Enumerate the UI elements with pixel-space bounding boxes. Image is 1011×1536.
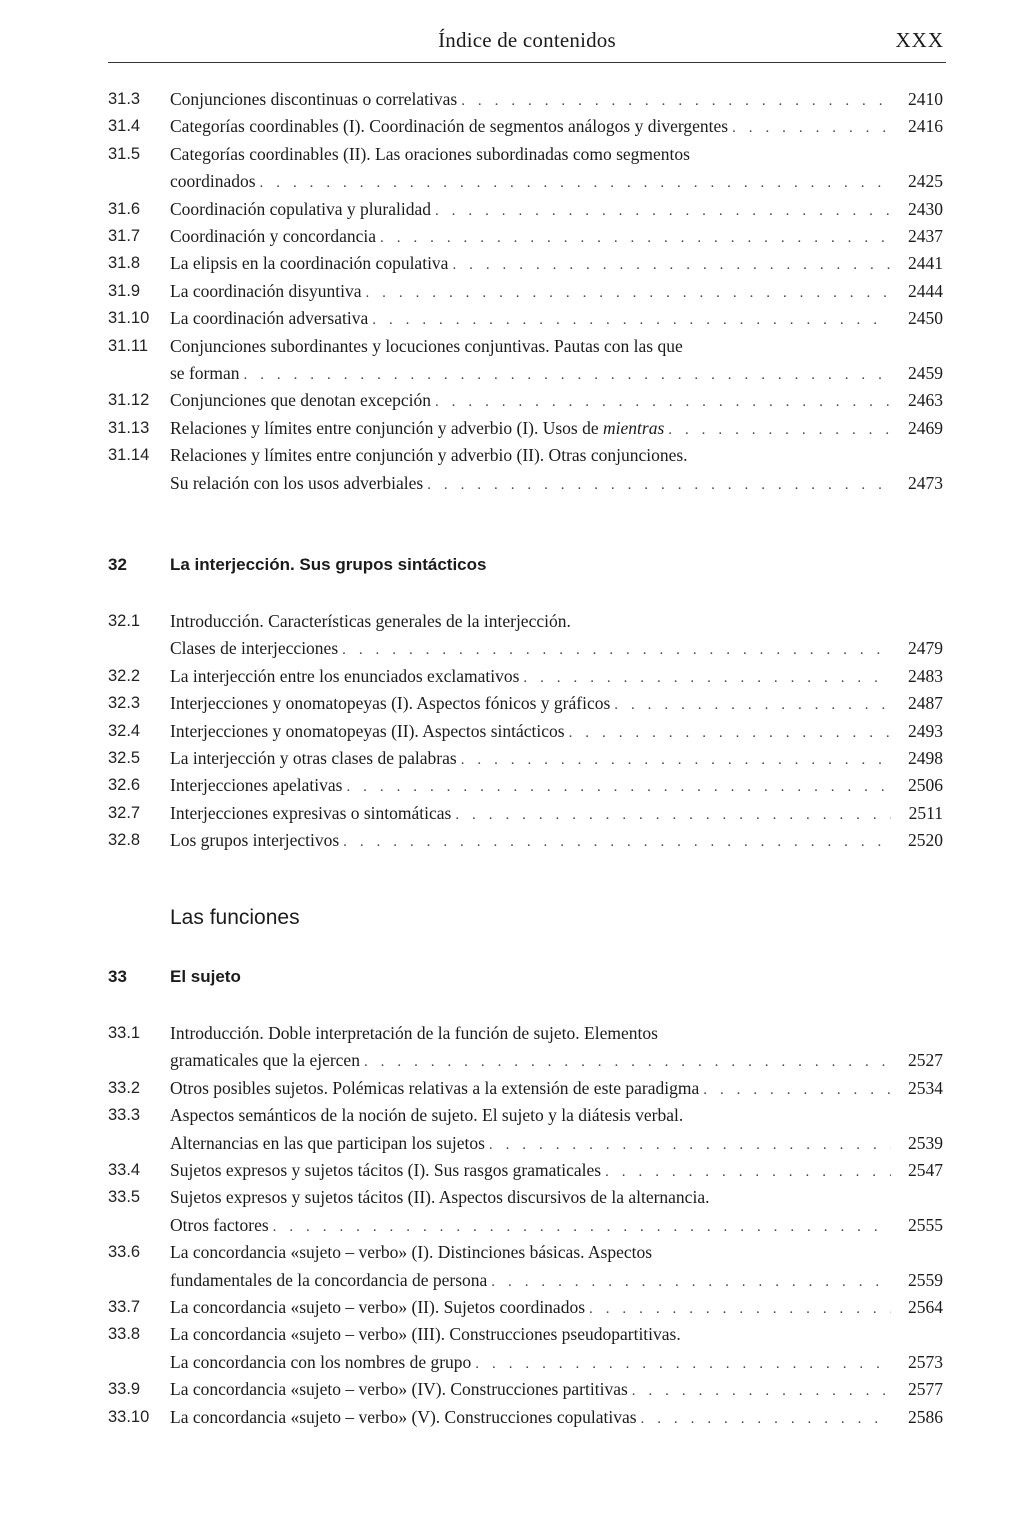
section-title-line: Sujetos expresos y sujetos tácitos (II). Aspectos discursivos de la alternancia. [170, 1187, 710, 1208]
section-number: 31.13 [108, 418, 150, 437]
dot-leader [628, 1378, 891, 1405]
toc-entry [108, 442, 943, 497]
section-number: 32.5 [108, 749, 141, 767]
section-number: 31.4 [108, 117, 141, 136]
dot-leader [342, 774, 891, 801]
section-title: se forman [170, 362, 240, 383]
section-title-line [170, 1130, 943, 1157]
section-number: 33.10 [108, 1407, 150, 1426]
section-title-line [170, 663, 943, 690]
toc-entry [108, 1321, 943, 1376]
section-title-line [170, 196, 943, 223]
section-title: Interjecciones expresivas o sintomáticas [170, 802, 452, 823]
toc-entry [108, 1102, 943, 1157]
section-number: 33.9 [108, 1380, 141, 1399]
dot-leader [565, 720, 891, 747]
page-number: 2459 [908, 362, 943, 383]
section-title: Categorías coordinables (I). Coordinación de segmentos análogos y divergentes [170, 116, 729, 137]
section-title: Su relación con los usos adverbiales [170, 472, 424, 493]
dot-leader [457, 88, 891, 115]
section-number: 33.8 [108, 1325, 141, 1344]
dot-leader [728, 115, 891, 142]
section-number: 31.8 [108, 254, 141, 273]
section-title-italic: mientras [603, 417, 665, 438]
section-title-line [170, 387, 943, 414]
toc-entry [108, 113, 943, 140]
toc-entry [108, 1239, 943, 1294]
toc-entry [108, 333, 943, 388]
section-number: 32.8 [108, 831, 141, 850]
running-header-title: Índice de contenidos [438, 28, 616, 52]
toc-entry [108, 1294, 943, 1321]
section-number: 32.2 [108, 666, 141, 685]
page-number: 2469 [908, 417, 943, 438]
dot-leader [664, 417, 891, 444]
section-title: gramaticales que la ejercen [170, 1050, 360, 1071]
dot-leader [471, 1351, 891, 1378]
section-title-line [170, 827, 943, 854]
section-number: 31.5 [108, 144, 141, 163]
section-title-line [170, 470, 943, 497]
section-title-line: Aspectos semánticos de la noción de sujeto. El sujeto y la diátesis verbal. [170, 1105, 684, 1126]
section-title-line: Categorías coordinables (II). Las oraciones subordinadas como segmentos [170, 143, 690, 164]
page-number: 2577 [908, 1379, 943, 1400]
section-title: fundamentales de la concordancia de persona [170, 1269, 488, 1290]
page-number: 2441 [908, 253, 943, 274]
toc-entry [108, 387, 943, 414]
section-number: 33.2 [108, 1078, 141, 1097]
dot-leader [338, 637, 891, 664]
section-title: Alternancias en las que participan los sujetos [170, 1132, 485, 1153]
toc-entry [108, 1157, 943, 1184]
section-title-line [170, 278, 943, 305]
section-title: La coordinación adversativa [170, 308, 369, 329]
section-title: La concordancia con los nombres de grupo [170, 1351, 472, 1372]
toc-entry [108, 718, 943, 745]
page-number: 2539 [908, 1132, 943, 1153]
page-number: 2416 [908, 116, 943, 137]
dot-leader [423, 472, 891, 499]
page-number: 2573 [908, 1351, 943, 1372]
section-title-line: La concordancia «sujeto – verbo» (I). Distinciones básicas. Aspectos [170, 1242, 653, 1263]
toc-entry [108, 690, 943, 717]
dot-leader [269, 1214, 891, 1241]
dot-leader [376, 225, 891, 252]
section-title: Interjecciones y onomatopeyas (II). Aspectos sintácticos [170, 720, 565, 741]
section-number: 33.4 [108, 1161, 141, 1179]
section-number: 33.6 [108, 1243, 141, 1262]
section-number: 32.4 [108, 721, 141, 740]
section-title-line [170, 772, 943, 799]
section-title: Interjecciones y onomatopeyas (I). Aspectos fónicos y gráficos [170, 693, 611, 714]
toc-entry [108, 745, 943, 772]
toc-entry [108, 1404, 943, 1431]
toc-entry [108, 86, 943, 113]
toc-entry [108, 278, 943, 305]
page-number: 2493 [908, 720, 943, 741]
chapter-title: El sujeto [170, 967, 241, 986]
chapter-number: 32 [108, 555, 127, 574]
section-number: 31.12 [108, 391, 150, 410]
section-title-line [170, 86, 943, 113]
section-title-line [170, 718, 943, 745]
part-title: Las funciones [170, 906, 300, 929]
dot-leader [487, 1269, 891, 1296]
section-title: coordinados [170, 171, 256, 192]
toc-entry [108, 1184, 943, 1239]
section-title-line [170, 360, 943, 387]
chapter-number: 33 [108, 967, 127, 986]
section-number: 32.1 [108, 612, 141, 630]
section-number: 31.10 [108, 309, 150, 328]
toc-entry [108, 1075, 943, 1102]
page-number: 2498 [908, 748, 943, 768]
dot-leader [457, 747, 891, 774]
dot-leader [585, 1296, 891, 1323]
section-title: Coordinación y concordancia [170, 226, 377, 246]
section-number: 32.7 [108, 803, 141, 822]
section-title: Conjunciones que denotan excepción [170, 390, 431, 411]
section-title-line [170, 1376, 943, 1403]
section-title: La elipsis en la coordinación copulativa [170, 253, 449, 274]
page-number: 2479 [908, 638, 943, 659]
dot-leader [339, 829, 891, 856]
toc-entry [108, 223, 943, 250]
section-title-line: La concordancia «sujeto – verbo» (III). Construcciones pseudopartitivas. [170, 1324, 681, 1345]
page-number: 2555 [908, 1214, 943, 1235]
page-number: 2450 [908, 308, 943, 329]
section-title: Clases de interjecciones [170, 638, 339, 659]
section-title: La coordinación disyuntiva [170, 280, 362, 301]
dot-leader [601, 1159, 891, 1186]
page-number: 2559 [908, 1269, 943, 1290]
section-title-line [170, 1267, 943, 1294]
section-number: 33.7 [108, 1298, 141, 1316]
page-number: 2487 [908, 693, 943, 714]
section-title-line [170, 1349, 943, 1376]
section-title-line [170, 1212, 943, 1239]
section-number: 31.11 [108, 336, 149, 355]
section-title: Los grupos interjectivos [170, 830, 340, 851]
section-title-line [170, 223, 943, 250]
section-title-line [170, 1157, 943, 1184]
dot-leader [360, 1049, 891, 1076]
section-title-line [170, 745, 943, 772]
section-number: 31.3 [108, 90, 141, 108]
page-number: 2511 [908, 802, 943, 823]
section-title: Coordinación copulativa y pluralidad [170, 198, 431, 219]
dot-leader [240, 362, 892, 389]
section-title: La interjección y otras clases de palabras [170, 748, 457, 768]
section-number: 31.14 [108, 446, 150, 465]
toc-entry [108, 800, 943, 827]
dot-leader [485, 1132, 891, 1159]
dot-leader [431, 198, 891, 225]
dot-leader [637, 1406, 891, 1433]
section-title-line: Introducción. Doble interpretación de la función de sujeto. Elementos [170, 1023, 658, 1043]
section-title-line: Relaciones y límites entre conjunción y adverbio (II). Otras conjunciones. [170, 445, 688, 466]
section-title: La interjección entre los enunciados exclamativos [170, 665, 520, 686]
toc-entry [108, 772, 943, 799]
section-title: Interjecciones apelativas [170, 775, 343, 796]
dot-leader [448, 252, 891, 279]
section-title-line [170, 415, 943, 442]
dot-leader [610, 692, 891, 719]
dot-leader [361, 280, 891, 307]
section-title-line [170, 690, 943, 717]
section-title-line: Introducción. Características generales de la interjección. [170, 611, 571, 631]
section-number: 33.1 [108, 1024, 141, 1042]
section-title-line: Conjunciones subordinantes y locuciones conjuntivas. Pautas con las que [170, 335, 683, 356]
page-number: 2506 [908, 775, 943, 796]
page-number: 2410 [908, 89, 943, 109]
dot-leader [451, 802, 891, 829]
toc-entry [108, 141, 943, 196]
page-number: 2564 [908, 1297, 943, 1317]
section-title: La concordancia «sujeto – verbo» (IV). Construcciones partitivas [170, 1379, 628, 1400]
page-number: 2463 [908, 390, 943, 411]
toc-entry [108, 663, 943, 690]
toc-entry [108, 250, 943, 277]
toc-entry [108, 1376, 943, 1403]
page-number: 2473 [908, 472, 943, 493]
section-title-line [170, 1294, 943, 1321]
section-title: Relaciones y límites entre conjunción y adverbio (I). Usos de mientras [170, 417, 665, 438]
section-title-line [170, 305, 943, 332]
page-number: 2425 [908, 171, 943, 192]
section-title-line [170, 1047, 943, 1074]
dot-leader [431, 389, 891, 416]
section-title-line [170, 800, 943, 827]
dot-leader [256, 170, 891, 197]
page-number: 2534 [908, 1077, 943, 1098]
section-title: Otros factores [170, 1214, 269, 1235]
page-number: 2483 [908, 665, 943, 686]
section-title-line [170, 168, 943, 195]
toc-entry [108, 415, 943, 442]
page-number: 2547 [908, 1160, 943, 1180]
toc-entry [108, 827, 943, 854]
toc-entry [108, 1020, 943, 1075]
section-title: Conjunciones discontinuas o correlativas [170, 89, 458, 109]
running-header-page-number: XXX [895, 28, 944, 52]
page-number: 2444 [908, 280, 943, 301]
page-number: 2430 [908, 198, 943, 219]
section-number: 33.5 [108, 1188, 141, 1207]
toc-entry [108, 196, 943, 223]
section-number: 32.3 [108, 694, 141, 713]
page-number: 2437 [908, 226, 943, 246]
section-title-line [170, 1075, 943, 1102]
section-title: La concordancia «sujeto – verbo» (II). Sujetos coordinados [170, 1297, 586, 1317]
section-number: 33.3 [108, 1106, 141, 1125]
dot-leader [519, 665, 891, 692]
page-number: 2527 [908, 1050, 943, 1071]
section-number: 31.9 [108, 281, 141, 300]
chapter-title: La interjección. Sus grupos sintácticos [170, 555, 487, 574]
section-title-line [170, 1404, 943, 1431]
section-title-line [170, 635, 943, 662]
page-number: 2520 [908, 830, 943, 851]
section-title: Sujetos expresos y sujetos tácitos (I). Sus rasgos gramaticales [170, 1160, 602, 1180]
section-title-line [170, 113, 943, 140]
toc-entry [108, 608, 943, 663]
toc-entry [108, 305, 943, 332]
section-number: 31.6 [108, 199, 141, 218]
section-title: Otros posibles sujetos. Polémicas relativas a la extensión de este paradigma [170, 1077, 700, 1098]
section-title: La concordancia «sujeto – verbo» (V). Construcciones copulativas [170, 1406, 637, 1427]
section-number: 31.7 [108, 227, 141, 245]
dot-leader [368, 307, 891, 334]
page-number: 2586 [908, 1406, 943, 1427]
section-title-line [170, 250, 943, 277]
section-number: 32.6 [108, 776, 141, 795]
running-header [108, 26, 946, 63]
dot-leader [699, 1077, 891, 1104]
